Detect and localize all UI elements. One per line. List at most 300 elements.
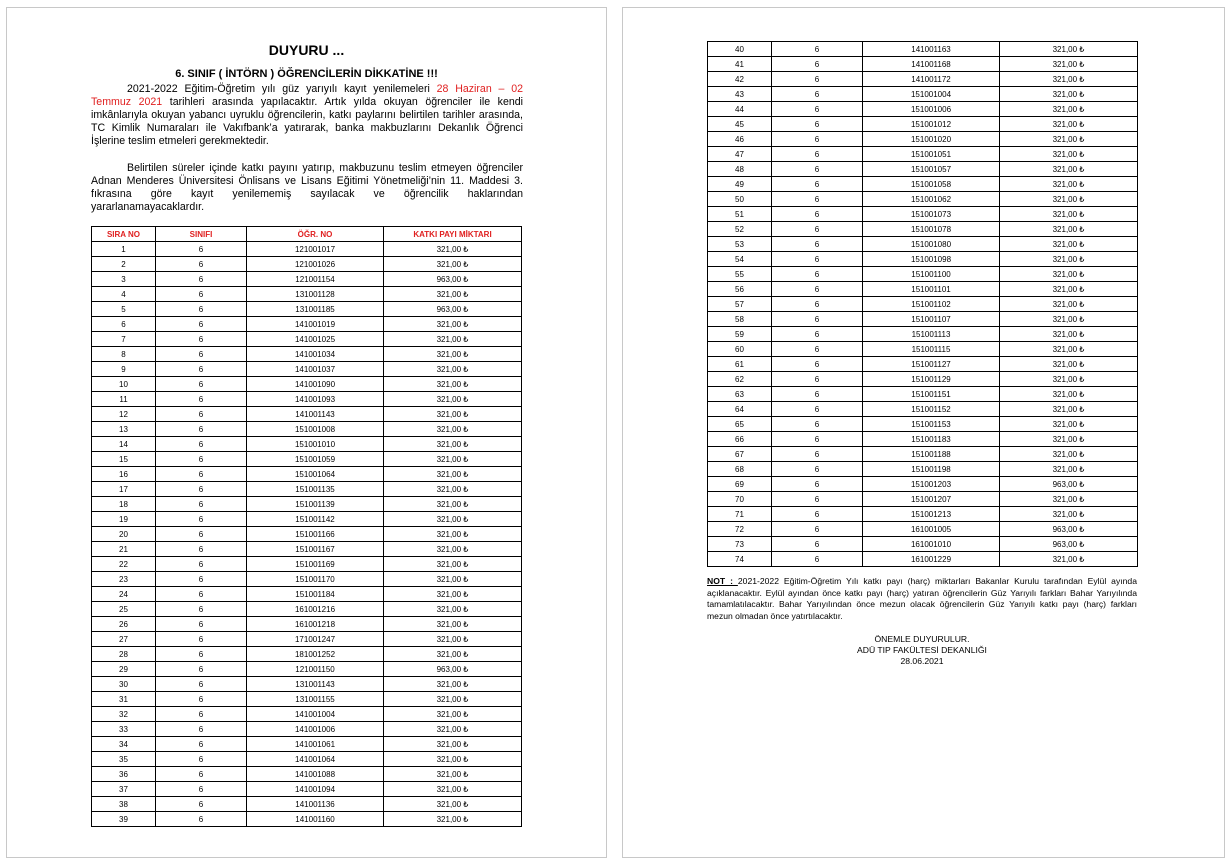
table-row xyxy=(92,497,522,512)
cell-ogr-no: 141001093 xyxy=(247,392,384,407)
fee-table-part-1 xyxy=(91,226,522,827)
cell-katki-payi: 321,00 ₺ xyxy=(384,242,522,257)
cell-ogr-no: 151001073 xyxy=(863,207,1000,222)
cell-katki-payi: 321,00 ₺ xyxy=(384,377,522,392)
table-row xyxy=(92,347,522,362)
cell-sinifi: 6 xyxy=(156,527,247,542)
cell-sira-no: 5 xyxy=(92,302,156,317)
cell-sinifi: 6 xyxy=(772,297,863,312)
cell-sinifi: 6 xyxy=(772,552,863,567)
table-row xyxy=(92,287,522,302)
table-row xyxy=(708,447,1138,462)
cell-sinifi: 6 xyxy=(772,87,863,102)
cell-sira-no: 32 xyxy=(92,707,156,722)
table-row xyxy=(708,402,1138,417)
cell-ogr-no: 141001006 xyxy=(247,722,384,737)
cell-katki-payi: 321,00 ₺ xyxy=(384,632,522,647)
cell-sinifi: 6 xyxy=(772,432,863,447)
cell-sinifi: 6 xyxy=(156,512,247,527)
cell-ogr-no: 151001062 xyxy=(863,192,1000,207)
cell-sira-no: 1 xyxy=(92,242,156,257)
cell-ogr-no: 151001008 xyxy=(247,422,384,437)
cell-katki-payi: 321,00 ₺ xyxy=(384,767,522,782)
announcement-title: DUYURU ... xyxy=(268,42,345,58)
cell-sira-no: 55 xyxy=(708,267,772,282)
cell-sinifi: 6 xyxy=(772,462,863,477)
cell-ogr-no: 151001051 xyxy=(863,147,1000,162)
document-page-1 xyxy=(6,7,607,858)
cell-sira-no: 2 xyxy=(92,257,156,272)
table-row xyxy=(708,147,1138,162)
table-row xyxy=(92,377,522,392)
cell-sira-no: 17 xyxy=(92,482,156,497)
table-row xyxy=(708,192,1138,207)
cell-ogr-no: 151001183 xyxy=(863,432,1000,447)
penalty-text: Belirtilen süreler içinde katkı payını yatırıp, makbuzunu teslim etmeyen öğrenciler Adnan Menderes Üniversitesi Önlisans ve Lisans Eğitimi Yönetmeliği’nin 11. Maddesi 3. fıkrasına göre kayıt yenilememiş sayılacak ve öğrencilik haklarından yararlanamayacaklardır. xyxy=(91,162,523,213)
cell-sinifi: 6 xyxy=(772,282,863,297)
table-row xyxy=(92,632,522,647)
cell-sira-no: 14 xyxy=(92,437,156,452)
cell-ogr-no: 131001143 xyxy=(247,677,384,692)
cell-sira-no: 21 xyxy=(92,542,156,557)
cell-ogr-no: 151001080 xyxy=(863,237,1000,252)
cell-sinifi: 6 xyxy=(772,237,863,252)
table-row xyxy=(92,272,522,287)
table-row xyxy=(92,617,522,632)
cell-ogr-no: 141001094 xyxy=(247,782,384,797)
cell-ogr-no: 161001005 xyxy=(863,522,1000,537)
cell-katki-payi: 963,00 ₺ xyxy=(384,662,522,677)
cell-sinifi: 6 xyxy=(156,452,247,467)
cell-katki-payi: 321,00 ₺ xyxy=(1000,282,1138,297)
cell-ogr-no: 151001153 xyxy=(863,417,1000,432)
table-row xyxy=(708,207,1138,222)
note-text: 2021-2022 Eğitim-Öğretim Yılı katkı payı (harç) miktarları Bakanlar Kurulu tarafından Eylül ayında açıklanacaktır. Eylül ayından önce katkı payı (harç) yatıran öğrencilerin Güz Yarıyılı farkları Bahar Yarıyılında tamamlatılacaktır. Bahar Yarıyılından önce mezun olacak öğrencilerin Güz Yarıyılı katkı payı (harç) farkları mezun olmadan önce yatırtılacaktır. xyxy=(707,576,1137,621)
table-row xyxy=(708,417,1138,432)
cell-katki-payi: 321,00 ₺ xyxy=(1000,207,1138,222)
cell-katki-payi: 321,00 ₺ xyxy=(1000,132,1138,147)
table-row xyxy=(92,392,522,407)
table-row xyxy=(708,357,1138,372)
cell-sira-no: 73 xyxy=(708,537,772,552)
cell-ogr-no: 151001142 xyxy=(247,512,384,527)
cell-sira-no: 8 xyxy=(92,347,156,362)
cell-sinifi: 6 xyxy=(156,317,247,332)
cell-sinifi: 6 xyxy=(772,147,863,162)
cell-sinifi: 6 xyxy=(772,162,863,177)
cell-sinifi: 6 xyxy=(156,767,247,782)
table-row xyxy=(92,572,522,587)
cell-ogr-no: 151001213 xyxy=(863,507,1000,522)
cell-sinifi: 6 xyxy=(156,377,247,392)
cell-ogr-no: 151001098 xyxy=(863,252,1000,267)
signature-line-1: ÖNEMLE DUYURULUR. xyxy=(874,634,970,644)
cell-katki-payi: 321,00 ₺ xyxy=(384,347,522,362)
cell-sira-no: 37 xyxy=(92,782,156,797)
cell-sinifi: 6 xyxy=(772,402,863,417)
table-row xyxy=(92,362,522,377)
signature-date: 28.06.2021 xyxy=(900,656,944,666)
cell-katki-payi: 321,00 ₺ xyxy=(384,317,522,332)
cell-sira-no: 12 xyxy=(92,407,156,422)
table-row xyxy=(708,327,1138,342)
table-row xyxy=(708,102,1138,117)
table-row xyxy=(708,177,1138,192)
table-row xyxy=(92,722,522,737)
cell-katki-payi: 963,00 ₺ xyxy=(1000,477,1138,492)
cell-katki-payi: 321,00 ₺ xyxy=(1000,447,1138,462)
cell-sira-no: 18 xyxy=(92,497,156,512)
cell-katki-payi: 321,00 ₺ xyxy=(384,467,522,482)
cell-sinifi: 6 xyxy=(772,42,863,57)
cell-ogr-no: 141001172 xyxy=(863,72,1000,87)
cell-ogr-no: 121001017 xyxy=(247,242,384,257)
cell-katki-payi: 321,00 ₺ xyxy=(384,527,522,542)
table-row xyxy=(92,317,522,332)
cell-ogr-no: 151001057 xyxy=(863,162,1000,177)
table-row xyxy=(708,42,1138,57)
signature-institution: ADÜ TIP FAKÜLTESİ DEKANLIĞI xyxy=(857,645,987,655)
cell-katki-payi: 321,00 ₺ xyxy=(384,617,522,632)
cell-ogr-no: 151001127 xyxy=(863,357,1000,372)
cell-ogr-no: 141001163 xyxy=(863,42,1000,57)
cell-sira-no: 43 xyxy=(708,87,772,102)
cell-sira-no: 48 xyxy=(708,162,772,177)
cell-katki-payi: 321,00 ₺ xyxy=(384,362,522,377)
cell-katki-payi: 963,00 ₺ xyxy=(384,302,522,317)
cell-sira-no: 70 xyxy=(708,492,772,507)
registration-dates-highlight: 28 Haziran – 02 Temmuz 2021 xyxy=(91,83,523,108)
cell-sinifi: 6 xyxy=(156,632,247,647)
cell-sira-no: 51 xyxy=(708,207,772,222)
header-ogr-no: ÖĞR. NO xyxy=(247,227,384,242)
cell-ogr-no: 151001184 xyxy=(247,587,384,602)
cell-ogr-no: 131001155 xyxy=(247,692,384,707)
cell-sinifi: 6 xyxy=(156,542,247,557)
cell-katki-payi: 321,00 ₺ xyxy=(1000,372,1138,387)
cell-sira-no: 20 xyxy=(92,527,156,542)
cell-sira-no: 11 xyxy=(92,392,156,407)
cell-katki-payi: 321,00 ₺ xyxy=(1000,417,1138,432)
table-row xyxy=(708,162,1138,177)
cell-ogr-no: 151001115 xyxy=(863,342,1000,357)
cell-katki-payi: 321,00 ₺ xyxy=(1000,462,1138,477)
cell-sinifi: 6 xyxy=(772,507,863,522)
cell-ogr-no: 141001160 xyxy=(247,812,384,827)
cell-sira-no: 15 xyxy=(92,452,156,467)
cell-sinifi: 6 xyxy=(156,422,247,437)
cell-sira-no: 45 xyxy=(708,117,772,132)
table-row xyxy=(708,297,1138,312)
table-row xyxy=(708,267,1138,282)
table-row xyxy=(708,57,1138,72)
cell-katki-payi: 321,00 ₺ xyxy=(1000,342,1138,357)
cell-ogr-no: 141001037 xyxy=(247,362,384,377)
table-row xyxy=(92,452,522,467)
cell-sinifi: 6 xyxy=(156,497,247,512)
cell-katki-payi: 321,00 ₺ xyxy=(384,587,522,602)
table-row xyxy=(92,797,522,812)
cell-sinifi: 6 xyxy=(156,587,247,602)
table-row xyxy=(708,372,1138,387)
table-row xyxy=(92,647,522,662)
cell-katki-payi: 321,00 ₺ xyxy=(1000,402,1138,417)
cell-sira-no: 53 xyxy=(708,237,772,252)
cell-katki-payi: 321,00 ₺ xyxy=(384,797,522,812)
table-row xyxy=(92,542,522,557)
cell-sinifi: 6 xyxy=(156,797,247,812)
cell-sira-no: 19 xyxy=(92,512,156,527)
cell-sira-no: 61 xyxy=(708,357,772,372)
cell-ogr-no: 171001247 xyxy=(247,632,384,647)
cell-sira-no: 33 xyxy=(92,722,156,737)
cell-katki-payi: 321,00 ₺ xyxy=(384,782,522,797)
cell-sinifi: 6 xyxy=(772,222,863,237)
cell-ogr-no: 161001229 xyxy=(863,552,1000,567)
cell-sinifi: 6 xyxy=(156,677,247,692)
cell-sira-no: 65 xyxy=(708,417,772,432)
cell-ogr-no: 121001150 xyxy=(247,662,384,677)
table-row xyxy=(92,677,522,692)
cell-sinifi: 6 xyxy=(156,482,247,497)
table-header-row xyxy=(92,227,522,242)
cell-ogr-no: 151001006 xyxy=(863,102,1000,117)
cell-ogr-no: 151001151 xyxy=(863,387,1000,402)
cell-sinifi: 6 xyxy=(772,417,863,432)
header-sinifi: SINIFI xyxy=(156,227,247,242)
cell-ogr-no: 151001167 xyxy=(247,542,384,557)
cell-katki-payi: 321,00 ₺ xyxy=(384,752,522,767)
cell-sira-no: 6 xyxy=(92,317,156,332)
table-row xyxy=(92,407,522,422)
cell-katki-payi: 321,00 ₺ xyxy=(1000,297,1138,312)
cell-ogr-no: 151001004 xyxy=(863,87,1000,102)
cell-katki-payi: 321,00 ₺ xyxy=(1000,192,1138,207)
cell-katki-payi: 321,00 ₺ xyxy=(384,737,522,752)
cell-ogr-no: 151001170 xyxy=(247,572,384,587)
cell-katki-payi: 321,00 ₺ xyxy=(384,512,522,527)
cell-ogr-no: 151001139 xyxy=(247,497,384,512)
cell-sira-no: 42 xyxy=(708,72,772,87)
table-row xyxy=(92,527,522,542)
cell-ogr-no: 151001107 xyxy=(863,312,1000,327)
cell-ogr-no: 131001185 xyxy=(247,302,384,317)
table-row xyxy=(92,587,522,602)
table-row xyxy=(708,387,1138,402)
cell-katki-payi: 321,00 ₺ xyxy=(384,602,522,617)
table-row xyxy=(92,767,522,782)
cell-ogr-no: 151001059 xyxy=(247,452,384,467)
cell-sira-no: 68 xyxy=(708,462,772,477)
table-row xyxy=(92,257,522,272)
cell-katki-payi: 321,00 ₺ xyxy=(384,647,522,662)
table-row xyxy=(708,342,1138,357)
cell-ogr-no: 141001088 xyxy=(247,767,384,782)
cell-katki-payi: 963,00 ₺ xyxy=(384,272,522,287)
cell-sinifi: 6 xyxy=(156,437,247,452)
cell-ogr-no: 151001113 xyxy=(863,327,1000,342)
table-row xyxy=(92,692,522,707)
document-page-2 xyxy=(622,7,1225,858)
table-row xyxy=(708,522,1138,537)
cell-katki-payi: 321,00 ₺ xyxy=(1000,432,1138,447)
cell-katki-payi: 321,00 ₺ xyxy=(1000,507,1138,522)
cell-sira-no: 23 xyxy=(92,572,156,587)
cell-katki-payi: 321,00 ₺ xyxy=(1000,252,1138,267)
cell-sira-no: 39 xyxy=(92,812,156,827)
cell-sinifi: 6 xyxy=(772,207,863,222)
cell-ogr-no: 151001198 xyxy=(863,462,1000,477)
cell-katki-payi: 321,00 ₺ xyxy=(1000,222,1138,237)
fee-table-part-2 xyxy=(707,41,1138,567)
cell-sinifi: 6 xyxy=(772,477,863,492)
table-row xyxy=(92,752,522,767)
paragraph-text-start: 2021-2022 Eğitim-Öğretim yılı güz yarıyılı kayıt yenilemeleri xyxy=(127,83,437,95)
table-row xyxy=(92,662,522,677)
cell-sira-no: 22 xyxy=(92,557,156,572)
table-row xyxy=(708,132,1138,147)
cell-ogr-no: 151001101 xyxy=(863,282,1000,297)
cell-ogr-no: 141001004 xyxy=(247,707,384,722)
cell-sinifi: 6 xyxy=(156,257,247,272)
cell-sinifi: 6 xyxy=(772,387,863,402)
cell-sira-no: 26 xyxy=(92,617,156,632)
cell-ogr-no: 141001034 xyxy=(247,347,384,362)
cell-katki-payi: 321,00 ₺ xyxy=(384,422,522,437)
cell-sira-no: 71 xyxy=(708,507,772,522)
cell-sinifi: 6 xyxy=(772,102,863,117)
cell-sinifi: 6 xyxy=(156,332,247,347)
cell-ogr-no: 151001203 xyxy=(863,477,1000,492)
cell-ogr-no: 141001168 xyxy=(863,57,1000,72)
cell-katki-payi: 321,00 ₺ xyxy=(384,407,522,422)
cell-katki-payi: 321,00 ₺ xyxy=(384,332,522,347)
cell-katki-payi: 321,00 ₺ xyxy=(384,287,522,302)
cell-katki-payi: 963,00 ₺ xyxy=(1000,522,1138,537)
cell-sira-no: 56 xyxy=(708,282,772,297)
cell-ogr-no: 151001152 xyxy=(863,402,1000,417)
cell-katki-payi: 321,00 ₺ xyxy=(1000,327,1138,342)
table-row xyxy=(92,242,522,257)
table-row xyxy=(708,462,1138,477)
cell-ogr-no: 151001129 xyxy=(863,372,1000,387)
cell-sinifi: 6 xyxy=(772,372,863,387)
cell-sira-no: 49 xyxy=(708,177,772,192)
cell-sinifi: 6 xyxy=(772,252,863,267)
cell-sira-no: 38 xyxy=(92,797,156,812)
cell-sinifi: 6 xyxy=(772,492,863,507)
table-row xyxy=(708,237,1138,252)
cell-sinifi: 6 xyxy=(156,557,247,572)
cell-sira-no: 69 xyxy=(708,477,772,492)
cell-sinifi: 6 xyxy=(156,812,247,827)
cell-ogr-no: 151001135 xyxy=(247,482,384,497)
registration-paragraph xyxy=(91,83,523,148)
announcement-subtitle: 6. SINIF ( İNTÖRN ) ÖĞRENCİLERİN DİKKATİNE !!! xyxy=(175,68,438,80)
cell-sira-no: 62 xyxy=(708,372,772,387)
table-row xyxy=(92,512,522,527)
cell-sinifi: 6 xyxy=(156,287,247,302)
cell-sira-no: 50 xyxy=(708,192,772,207)
cell-katki-payi: 321,00 ₺ xyxy=(1000,357,1138,372)
cell-katki-payi: 321,00 ₺ xyxy=(384,437,522,452)
table-row xyxy=(708,252,1138,267)
table-row xyxy=(708,117,1138,132)
cell-sinifi: 6 xyxy=(156,392,247,407)
cell-sira-no: 47 xyxy=(708,147,772,162)
table-row xyxy=(92,332,522,347)
cell-sinifi: 6 xyxy=(772,312,863,327)
cell-ogr-no: 141001090 xyxy=(247,377,384,392)
cell-katki-payi: 321,00 ₺ xyxy=(384,572,522,587)
cell-sinifi: 6 xyxy=(156,782,247,797)
cell-sira-no: 29 xyxy=(92,662,156,677)
cell-ogr-no: 151001166 xyxy=(247,527,384,542)
cell-sira-no: 52 xyxy=(708,222,772,237)
cell-ogr-no: 141001136 xyxy=(247,797,384,812)
cell-sinifi: 6 xyxy=(772,357,863,372)
cell-sinifi: 6 xyxy=(156,647,247,662)
cell-ogr-no: 181001252 xyxy=(247,647,384,662)
cell-katki-payi: 321,00 ₺ xyxy=(1000,552,1138,567)
cell-ogr-no: 141001143 xyxy=(247,407,384,422)
cell-sira-no: 25 xyxy=(92,602,156,617)
table-row xyxy=(708,87,1138,102)
cell-sira-no: 63 xyxy=(708,387,772,402)
cell-katki-payi: 321,00 ₺ xyxy=(384,722,522,737)
cell-sira-no: 59 xyxy=(708,327,772,342)
cell-sira-no: 58 xyxy=(708,312,772,327)
table-row xyxy=(92,437,522,452)
cell-katki-payi: 321,00 ₺ xyxy=(384,677,522,692)
cell-sinifi: 6 xyxy=(156,347,247,362)
cell-ogr-no: 161001216 xyxy=(247,602,384,617)
table-row xyxy=(708,507,1138,522)
cell-sinifi: 6 xyxy=(772,522,863,537)
table-row xyxy=(92,782,522,797)
cell-katki-payi: 321,00 ₺ xyxy=(384,497,522,512)
note-label: NOT : xyxy=(707,576,738,586)
cell-sira-no: 67 xyxy=(708,447,772,462)
cell-sira-no: 34 xyxy=(92,737,156,752)
cell-sinifi: 6 xyxy=(156,662,247,677)
cell-ogr-no: 141001064 xyxy=(247,752,384,767)
cell-katki-payi: 321,00 ₺ xyxy=(384,557,522,572)
cell-sinifi: 6 xyxy=(156,272,247,287)
cell-sinifi: 6 xyxy=(772,177,863,192)
table-row xyxy=(92,737,522,752)
cell-sira-no: 3 xyxy=(92,272,156,287)
table-row xyxy=(92,482,522,497)
table-row xyxy=(92,422,522,437)
cell-katki-payi: 321,00 ₺ xyxy=(384,707,522,722)
cell-ogr-no: 151001010 xyxy=(247,437,384,452)
cell-katki-payi: 321,00 ₺ xyxy=(1000,57,1138,72)
cell-sinifi: 6 xyxy=(156,467,247,482)
cell-ogr-no: 151001100 xyxy=(863,267,1000,282)
cell-sira-no: 36 xyxy=(92,767,156,782)
table-row xyxy=(708,222,1138,237)
cell-katki-payi: 321,00 ₺ xyxy=(384,692,522,707)
cell-sinifi: 6 xyxy=(772,72,863,87)
cell-ogr-no: 151001169 xyxy=(247,557,384,572)
cell-ogr-no: 141001061 xyxy=(247,737,384,752)
cell-sinifi: 6 xyxy=(156,692,247,707)
cell-ogr-no: 141001019 xyxy=(247,317,384,332)
cell-ogr-no: 151001207 xyxy=(863,492,1000,507)
cell-sinifi: 6 xyxy=(772,57,863,72)
cell-sira-no: 40 xyxy=(708,42,772,57)
